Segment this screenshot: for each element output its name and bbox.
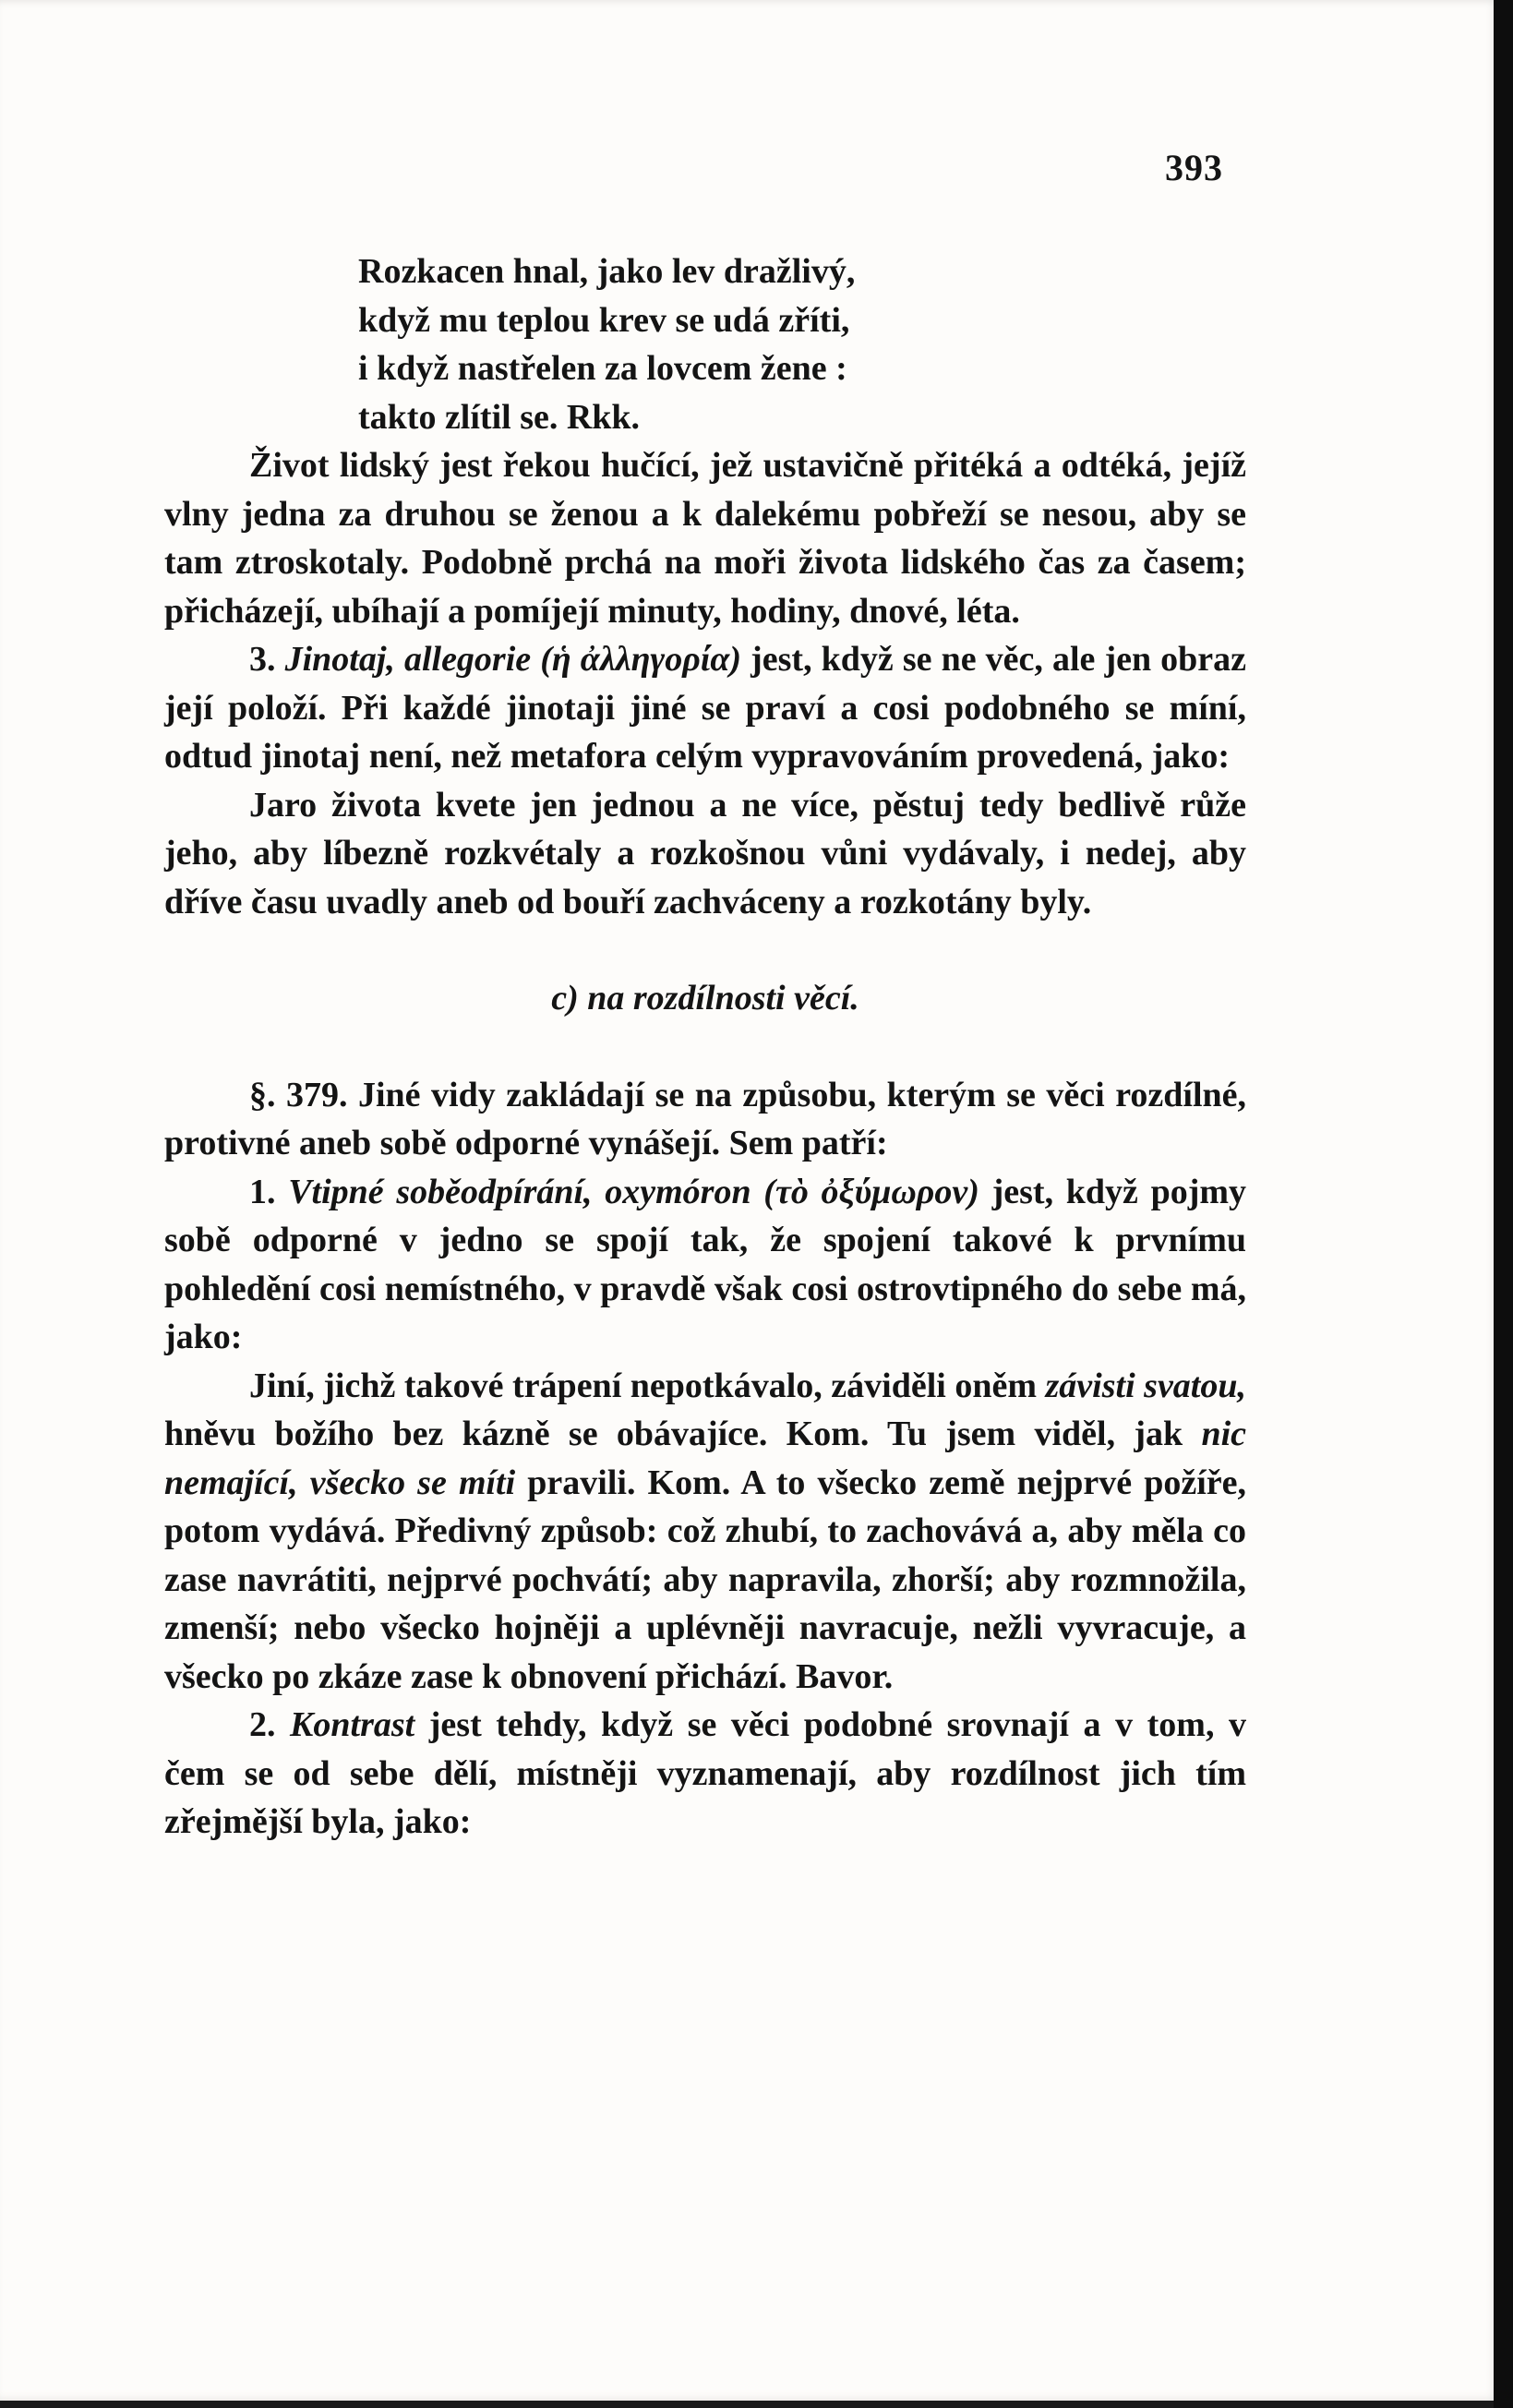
spacer [164, 1023, 1246, 1071]
italic-run: závisti svatou, [1045, 1366, 1246, 1405]
paragraph-zivot: Život lidský jest řekou hučící, jež ustavičně přitéká a odtéká, jejíž vlny jedna za druhou se ženou a k dalekému pobřeží se nesou, aby se tam ztroskotaly. Podobně prchá na moři života lidského čas za časem; přicházejí, ubíhají a pomíjejí minuty, hodiny, dnové, léta. [164, 446, 1246, 631]
text-run: pravili. Kom. A to všecko země nejprvé požíře, potom vydává. Předivný způsob: což zhubí, to zachovává a, aby měla co zase navrátiti, nejprvé pochvátí; aby napravila, zhorší; aby rozmnožila, zmenší; nebo všecko hojněji a uplévněji navracuje, nežli vyvracuje, a všecko po zkáze zase k obnovení přichází. Bavor. [164, 1463, 1246, 1696]
paragraph-number: 1. [249, 1172, 276, 1211]
term-jinotaj: Jinotaj, allegorie [284, 640, 532, 679]
text-run: hněvu božího bez kázně se obávajíce. Kom. Tu jsem viděl, jak [164, 1415, 1183, 1453]
verse-line: když mu teplou krev se udá zříti, [358, 300, 850, 340]
paragraph-body: jest, když se ne věc, ale jen obraz její položí. Při každé jinotaji jiné se praví a cosi podobného se míní, odtud jinotaj není, než metafora celým vypravováním provedená, jako: [164, 640, 1247, 776]
paragraph-jaro: Jaro života kvete jen jednou a ne více, pěstuj tedy bedlivě růže jeho, aby líbezně rozkvétaly a rozkošnou vůni vydávaly, i nedej, aby dříve času uvadly aneb od bouří zachváceny a rozkotány byly. [164, 785, 1246, 921]
paragraph-jinotaj [164, 635, 1246, 781]
page-number: 393 [1165, 147, 1223, 188]
paragraph-body: jest tehdy, když se věci podobné srovnají a v tom, v čem se od sebe dělí, místněji vyznamenají, aby rozdílnost jich tím zřejmější byla, jako: [164, 1705, 1246, 1841]
greek-term: (ἡ ἀλληγορία) [540, 640, 742, 679]
spacer [164, 926, 1246, 974]
italic-run: nic nemající, všecko se míti [164, 1415, 1246, 1502]
verse-line: i když nastřelen za lovcem žene : [358, 349, 847, 388]
section-heading: c) na rozdílnosti věcí. [551, 979, 859, 1017]
term-kontrast: Kontrast [290, 1705, 415, 1744]
paragraph-jini [164, 1362, 1246, 1702]
text-run: Jiní, jichž takové trápení nepotkávalo, záviděli oněm [249, 1366, 1037, 1405]
greek-term: (τὸ ὀξύμωρον) [763, 1172, 979, 1211]
verse-line: takto zlítil se. Rkk. [358, 397, 641, 437]
paragraph-number: 2. [249, 1705, 276, 1744]
page-text [164, 247, 1246, 1847]
paragraph-number: 3. [249, 640, 276, 679]
paragraph-379: §. 379. Jiné vidy zakládají se na způsobu, kterým se věci rozdílné, protivné aneb sobě odporné vynášejí. Sem patří: [164, 1075, 1246, 1162]
paragraph-body: jest, když pojmy sobě odporné v jedno se spojí tak, že spojení takové k prvnímu pohledění cosi nemístného, v pravdě však cosi ostrovtipného do sebe má, jako: [164, 1172, 1247, 1356]
paragraph-oxymoron [164, 1168, 1246, 1362]
paragraph-kontrast [164, 1701, 1246, 1847]
scan-edge [1494, 0, 1513, 2408]
term-oxymoron: Vtipné soběodpírání, oxymóron [288, 1172, 751, 1211]
verse-line: Rozkacen hnal, jako lev dražlivý, [358, 252, 856, 291]
